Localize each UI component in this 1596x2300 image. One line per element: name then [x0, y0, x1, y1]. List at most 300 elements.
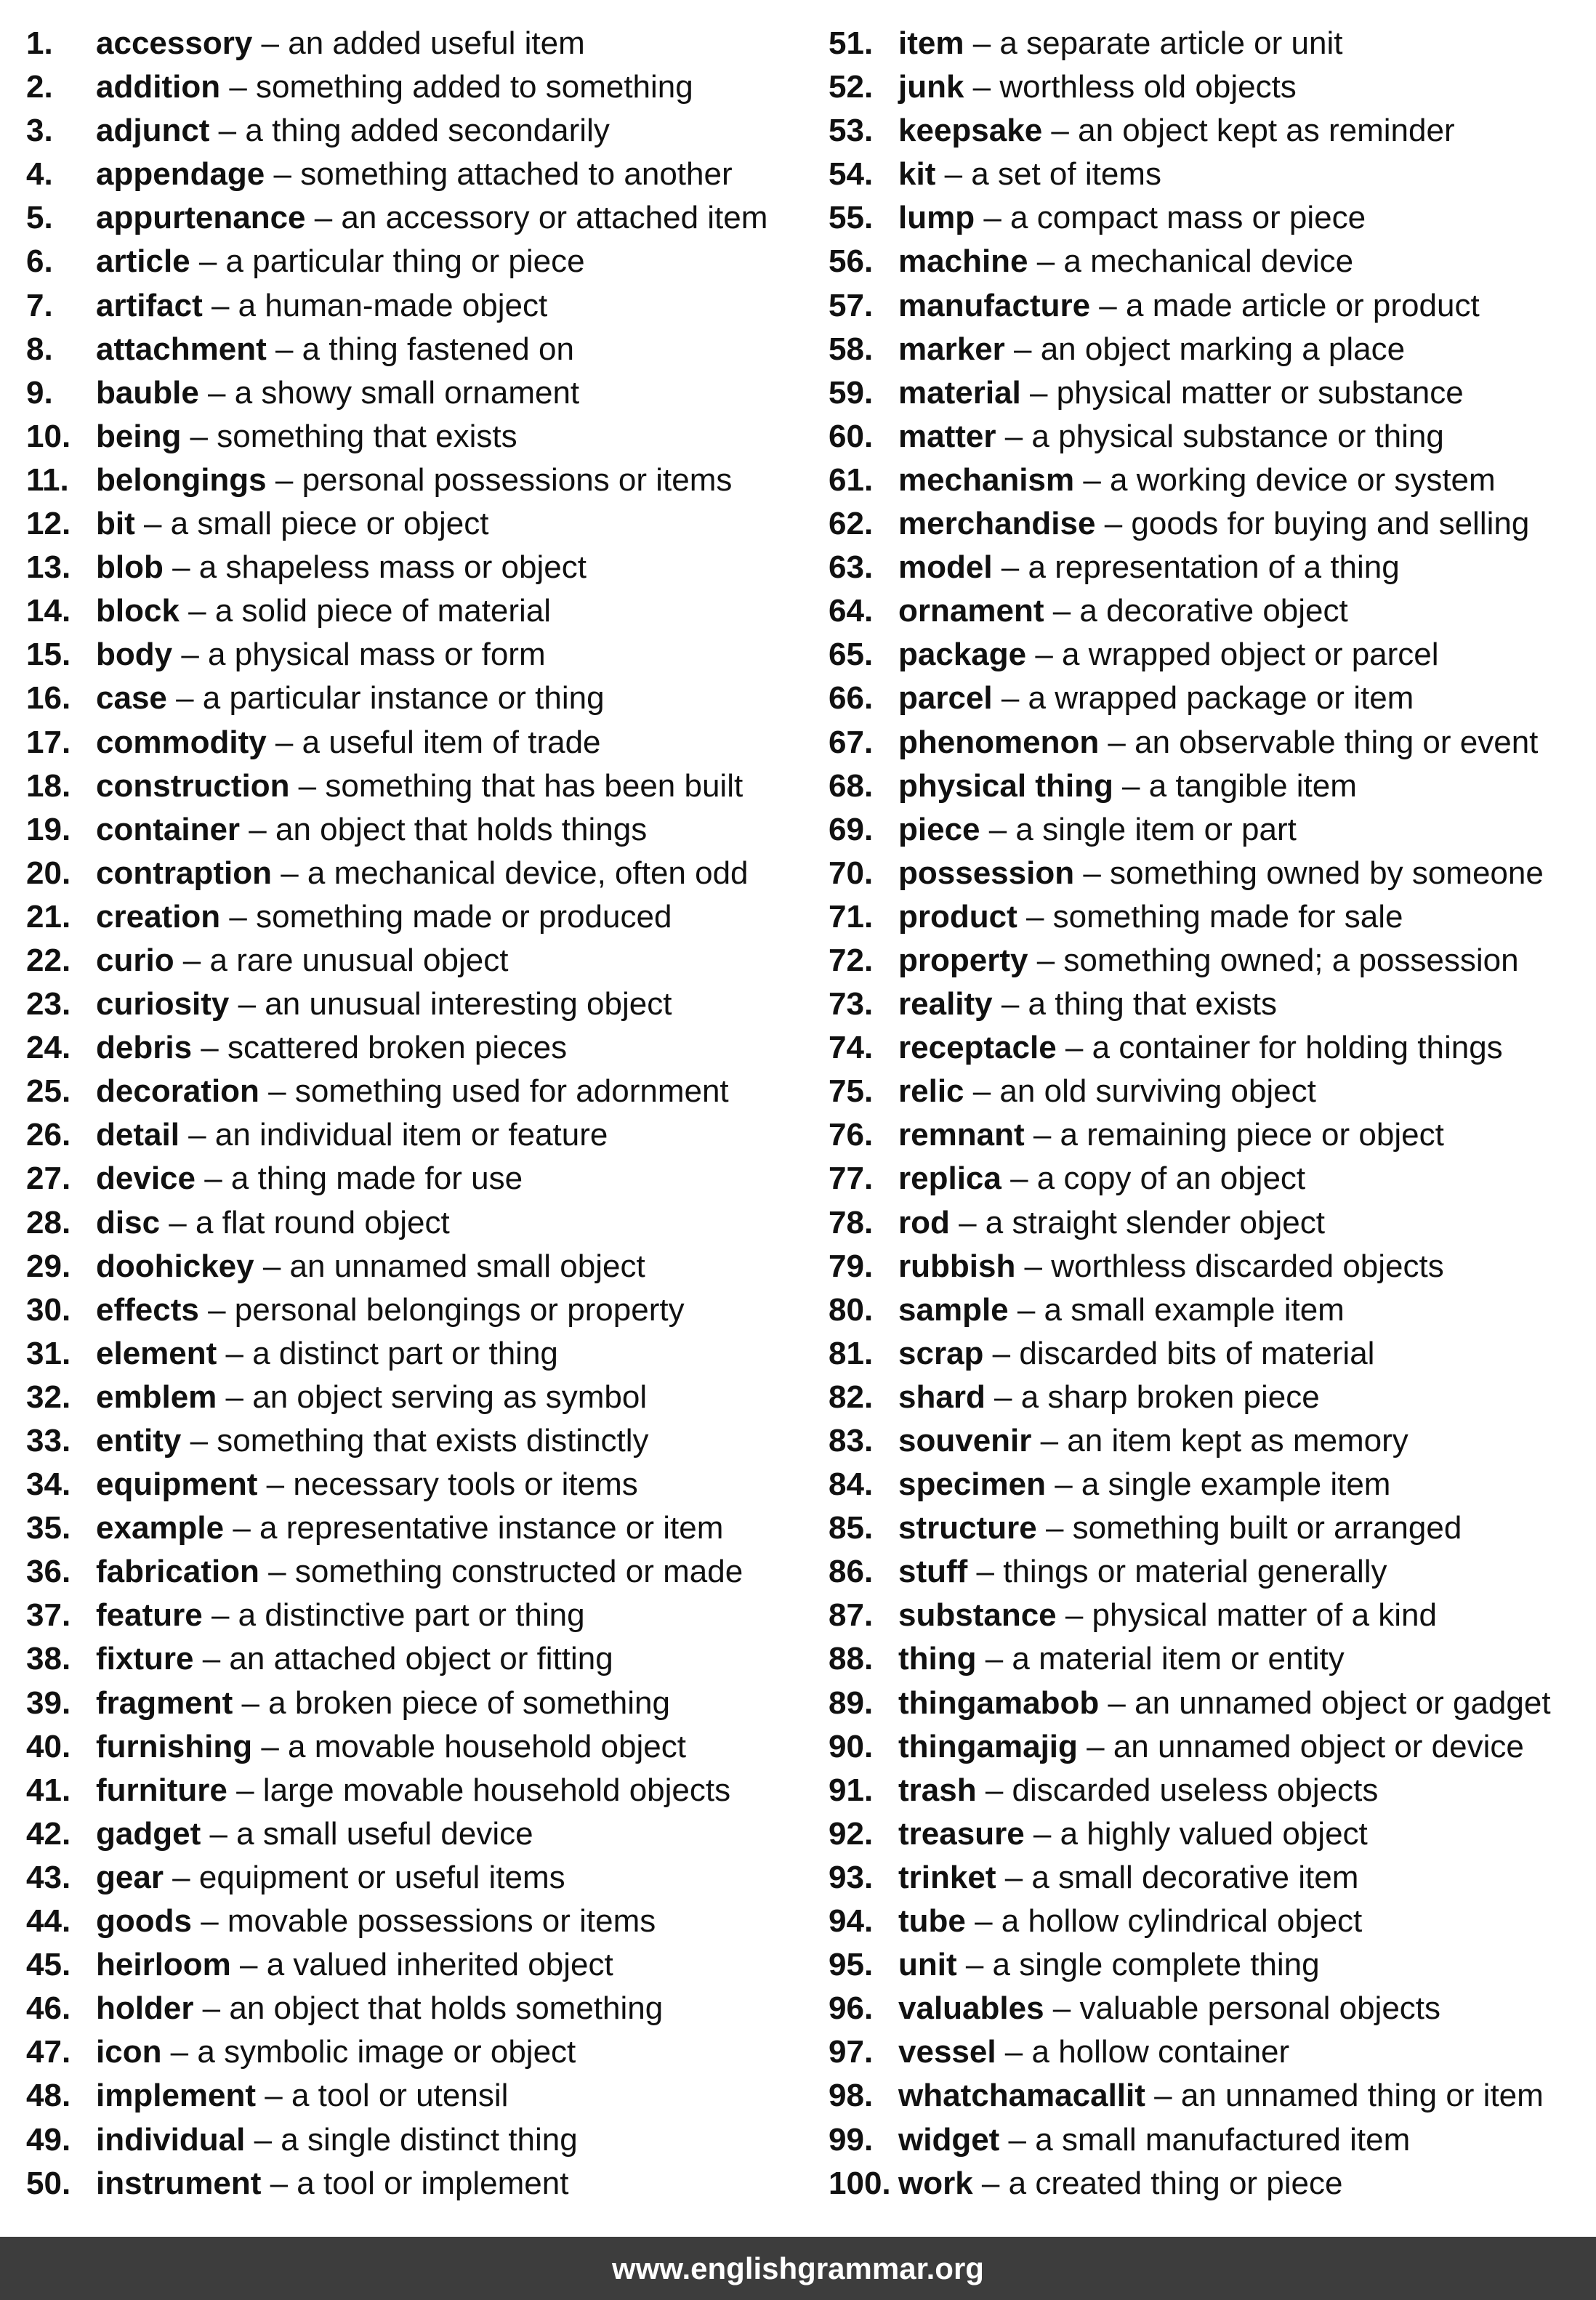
entry-definition: – large movable household objects — [227, 1772, 731, 1808]
list-item — [26, 1987, 811, 2030]
list-item — [829, 1550, 1596, 1594]
list-item — [829, 1725, 1596, 1769]
entry-number: 10. — [26, 418, 71, 454]
list-item — [26, 415, 811, 459]
entry-definition: – a thing added secondarily — [209, 113, 610, 149]
entry-definition: – a hollow container — [996, 2034, 1290, 2070]
list-item — [26, 1026, 811, 1070]
entry-number: 85. — [829, 1510, 874, 1546]
entry-definition: – a separate article or unit — [964, 25, 1343, 61]
list-item — [829, 502, 1596, 546]
entry-word: reality — [898, 986, 993, 1022]
entry-number: 49. — [26, 2121, 71, 2158]
entry-word: device — [96, 1161, 196, 1197]
entry-word: adjunct — [96, 113, 210, 149]
entry-definition: – a particular thing or piece — [190, 243, 585, 280]
entry-word: thingamajig — [898, 1728, 1078, 1764]
entry-word: trinket — [898, 1859, 996, 1895]
entry-definition: – a wrapped object or parcel — [1026, 637, 1439, 673]
list-item — [829, 589, 1596, 633]
entry-definition: – movable possessions or items — [191, 1903, 656, 1940]
entry-definition: – a tool or utensil — [256, 2078, 509, 2114]
entry-word: work — [898, 2165, 973, 2201]
entry-word: vessel — [898, 2034, 996, 2070]
entry-definition: – an unnamed object or gadget — [1099, 1684, 1551, 1721]
entry-word: unit — [898, 1947, 957, 1983]
entry-word: belongings — [96, 461, 267, 498]
entry-word: curiosity — [96, 986, 230, 1022]
entry-number: 11. — [26, 461, 69, 498]
list-item — [26, 2074, 811, 2118]
entry-word: element — [96, 1335, 217, 1371]
entry-number: 68. — [829, 767, 874, 804]
entry-definition: – something built or arranged — [1036, 1510, 1462, 1546]
entry-definition: – a useful item of trade — [266, 724, 601, 760]
entry-definition: – a physical mass or form — [172, 637, 546, 673]
entry-word: example — [96, 1510, 225, 1546]
entry-definition: – a particular instance or thing — [166, 680, 605, 717]
entry-number: 20. — [26, 855, 71, 891]
entry-word: widget — [898, 2121, 1000, 2158]
entry-definition: – something attached to another — [265, 156, 733, 193]
entry-word: gadget — [96, 1815, 201, 1852]
entry-number: 77. — [829, 1161, 874, 1197]
entry-number: 13. — [26, 549, 71, 586]
list-item — [829, 22, 1596, 65]
entry-number: 56. — [829, 243, 874, 280]
entry-definition: – personal possessions or items — [266, 461, 733, 498]
entry-definition: – an item kept as memory — [1031, 1423, 1408, 1458]
entry-definition: – a created thing or piece — [972, 2165, 1343, 2201]
entry-word: furniture — [96, 1772, 227, 1808]
entry-number: 98. — [829, 2078, 874, 2114]
entry-number: 54. — [829, 156, 874, 193]
list-item — [26, 1070, 811, 1113]
entry-word: material — [898, 374, 1021, 411]
list-item — [829, 1812, 1596, 1856]
entry-word: manufacture — [898, 287, 1091, 323]
entry-word: feature — [96, 1597, 203, 1634]
entry-word: property — [898, 942, 1028, 978]
list-item — [26, 284, 811, 328]
entry-number: 7. — [26, 287, 53, 323]
entry-definition: – a tool or implement — [261, 2165, 569, 2201]
list-item — [829, 895, 1596, 939]
entry-number: 48. — [26, 2078, 71, 2114]
list-item — [829, 852, 1596, 895]
entry-word: replica — [898, 1161, 1001, 1197]
list-item — [26, 1332, 811, 1376]
entry-definition: – an object kept as reminder — [1042, 113, 1455, 149]
list-item — [26, 371, 811, 415]
entry-definition: – an unusual interesting object — [229, 986, 672, 1022]
entry-word: doohickey — [96, 1248, 254, 1284]
list-item — [829, 1332, 1596, 1376]
entry-number: 62. — [829, 506, 874, 542]
entry-number: 4. — [26, 156, 53, 193]
entry-word: thingamabob — [898, 1684, 1100, 1721]
entry-number: 41. — [26, 1772, 71, 1808]
entry-definition: – a sharp broken piece — [985, 1379, 1320, 1415]
list-item — [26, 1376, 811, 1419]
entry-number: 79. — [829, 1248, 874, 1284]
entry-word: blob — [96, 549, 164, 586]
entry-definition: – a small useful device — [201, 1815, 533, 1852]
entry-definition: – something used for adornment — [259, 1073, 729, 1110]
entry-definition: – an old surviving object — [964, 1073, 1316, 1110]
list-item — [26, 328, 811, 371]
entry-definition: – personal belongings or property — [198, 1291, 685, 1328]
entry-number: 16. — [26, 680, 71, 717]
list-item — [829, 2162, 1596, 2206]
entry-word: relic — [898, 1073, 964, 1110]
list-item — [829, 1157, 1596, 1201]
entry-number: 99. — [829, 2121, 874, 2158]
entry-definition: – a single example item — [1045, 1466, 1391, 1503]
list-item — [26, 808, 811, 852]
entry-number: 75. — [829, 1073, 874, 1110]
entry-number: 35. — [26, 1510, 71, 1546]
entry-number: 34. — [26, 1466, 71, 1503]
entry-word: whatchamacallit — [898, 2078, 1145, 2114]
entry-word: block — [96, 593, 180, 629]
entry-word: individual — [96, 2121, 246, 2158]
entry-word: phenomenon — [898, 724, 1100, 760]
entry-word: physical thing — [898, 767, 1113, 804]
entry-definition: – a decorative object — [1044, 593, 1348, 629]
word-list-left-column — [26, 22, 811, 2206]
list-item — [26, 1113, 811, 1157]
list-item — [829, 1463, 1596, 1506]
list-item — [26, 65, 811, 109]
entry-number: 87. — [829, 1597, 874, 1634]
entry-definition: – something made or produced — [220, 898, 672, 935]
entry-word: stuff — [898, 1554, 968, 1590]
list-item — [829, 1070, 1596, 1113]
list-item — [26, 109, 811, 153]
entry-number: 90. — [829, 1728, 874, 1764]
entry-number: 81. — [829, 1335, 874, 1371]
entry-word: remnant — [898, 1117, 1025, 1153]
entry-number: 82. — [829, 1379, 874, 1415]
list-item — [26, 1288, 811, 1332]
entry-definition: – an unnamed thing or item — [1145, 2078, 1544, 2114]
entry-definition: – a showy small ornament — [198, 374, 580, 411]
list-item — [829, 240, 1596, 283]
entry-word: shard — [898, 1379, 986, 1415]
entry-number: 86. — [829, 1554, 874, 1590]
entry-number: 60. — [829, 418, 874, 454]
entry-number: 92. — [829, 1815, 874, 1852]
entry-number: 70. — [829, 855, 874, 891]
entry-word: bit — [96, 506, 135, 542]
entry-word: marker — [898, 331, 1005, 367]
entry-word: parcel — [898, 680, 993, 717]
entry-definition: – a mechanical device, often odd — [271, 855, 749, 891]
entry-number: 51. — [829, 25, 874, 61]
entry-definition: – a thing made for use — [195, 1161, 523, 1197]
entry-definition: – a hollow cylindrical object — [965, 1903, 1363, 1940]
entry-definition: – a wrapped package or item — [992, 680, 1414, 717]
entry-definition: – an accessory or attached item — [305, 200, 768, 236]
entry-definition: – a thing that exists — [992, 986, 1277, 1022]
list-item — [829, 546, 1596, 589]
entry-definition: – things or material generally — [967, 1554, 1387, 1590]
entry-word: item — [898, 25, 964, 61]
entry-word: gear — [96, 1859, 164, 1895]
entry-definition: – goods for buying and selling — [1095, 506, 1530, 542]
entry-definition: – a working device or system — [1074, 461, 1496, 498]
list-item — [26, 1594, 811, 1637]
entry-definition: – a representation of a thing — [992, 549, 1400, 586]
entry-definition: – a solid piece of material — [179, 593, 552, 629]
entry-word: addition — [96, 69, 221, 105]
entry-word: case — [96, 680, 167, 717]
list-item — [829, 1987, 1596, 2030]
list-item — [829, 459, 1596, 502]
entry-number: 83. — [829, 1423, 874, 1458]
entry-definition: – worthless old objects — [964, 69, 1297, 105]
list-item — [26, 1725, 811, 1769]
entry-word: body — [96, 637, 173, 673]
entry-number: 38. — [26, 1641, 71, 1677]
entry-number: 66. — [829, 680, 874, 717]
list-item — [829, 1769, 1596, 1812]
entry-number: 88. — [829, 1641, 874, 1677]
list-item — [26, 459, 811, 502]
list-item — [829, 2030, 1596, 2074]
entry-number: 27. — [26, 1161, 71, 1197]
entry-word: bauble — [96, 374, 199, 411]
entry-number: 9. — [26, 374, 53, 411]
entry-word: machine — [898, 243, 1028, 280]
entry-word: instrument — [96, 2165, 262, 2201]
entry-definition: – a set of items — [935, 156, 1161, 193]
entry-word: structure — [898, 1510, 1037, 1546]
list-item — [26, 764, 811, 808]
entry-word: curio — [96, 942, 174, 978]
entry-definition: – a highly valued object — [1024, 1815, 1368, 1852]
entry-number: 26. — [26, 1117, 71, 1153]
entry-definition: – a single complete thing — [956, 1947, 1320, 1983]
entry-word: rod — [898, 1204, 950, 1240]
list-item — [829, 1943, 1596, 1987]
entry-word: construction — [96, 767, 290, 804]
entry-word: matter — [898, 418, 996, 454]
entry-definition: – valuable personal objects — [1044, 1990, 1441, 2027]
entry-number: 2. — [26, 69, 53, 105]
list-item — [26, 1550, 811, 1594]
entry-word: possession — [898, 855, 1075, 891]
entry-number: 15. — [26, 637, 71, 673]
entry-definition: – an unnamed small object — [254, 1248, 645, 1284]
entry-number: 31. — [26, 1335, 71, 1371]
entry-number: 32. — [26, 1379, 71, 1415]
entry-number: 22. — [26, 942, 71, 978]
entry-word: appendage — [96, 156, 265, 193]
entry-definition: – something owned; a possession — [1028, 942, 1519, 978]
entry-definition: – a copy of an object — [1001, 1161, 1306, 1197]
entry-word: piece — [898, 811, 980, 847]
list-item — [26, 1900, 811, 1943]
entry-definition: – discarded useless objects — [976, 1772, 1379, 1808]
entry-definition: – a movable household object — [252, 1728, 686, 1764]
entry-number: 42. — [26, 1815, 71, 1852]
entry-definition: – an object serving as symbol — [217, 1379, 648, 1415]
list-item — [829, 1201, 1596, 1245]
entry-number: 46. — [26, 1990, 71, 2027]
list-item — [26, 22, 811, 65]
entry-word: attachment — [96, 331, 267, 367]
entry-number: 73. — [829, 986, 874, 1022]
entry-word: fixture — [96, 1641, 194, 1677]
entry-word: disc — [96, 1204, 161, 1240]
entry-number: 57. — [829, 287, 874, 323]
list-item — [26, 502, 811, 546]
list-item — [26, 1856, 811, 1900]
entry-number: 97. — [829, 2034, 874, 2070]
entry-number: 47. — [26, 2034, 71, 2070]
entry-definition: – a symbolic image or object — [161, 2034, 576, 2070]
word-list-right-column — [829, 22, 1596, 2206]
list-item — [829, 1113, 1596, 1157]
list-item — [26, 1769, 811, 1812]
entry-number: 64. — [829, 593, 874, 629]
list-item — [829, 982, 1596, 1026]
entry-word: emblem — [96, 1379, 217, 1415]
entry-number: 23. — [26, 986, 71, 1022]
entry-word: commodity — [96, 724, 267, 760]
entry-word: being — [96, 418, 182, 454]
entry-number: 76. — [829, 1117, 874, 1153]
entry-number: 39. — [26, 1684, 71, 1721]
list-item — [829, 808, 1596, 852]
list-item — [829, 1419, 1596, 1463]
list-item — [829, 196, 1596, 240]
entry-word: specimen — [898, 1466, 1046, 1503]
entry-number: 71. — [829, 898, 874, 935]
list-item — [26, 546, 811, 589]
entry-word: fragment — [96, 1684, 233, 1721]
entry-word: icon — [96, 2034, 162, 2070]
list-item — [26, 196, 811, 240]
entry-number: 91. — [829, 1772, 874, 1808]
entry-number: 29. — [26, 1248, 71, 1284]
entry-definition: – a physical substance or thing — [996, 418, 1444, 454]
entry-definition: – an added useful item — [252, 25, 585, 61]
entry-number: 43. — [26, 1859, 71, 1895]
entry-word: scrap — [898, 1335, 984, 1371]
list-item — [829, 153, 1596, 196]
list-item — [26, 1812, 811, 1856]
entry-word: ornament — [898, 593, 1044, 629]
entry-word: appurtenance — [96, 200, 306, 236]
entry-definition: – an attached object or fitting — [193, 1641, 613, 1677]
entry-definition: – something that exists distinctly — [181, 1423, 649, 1458]
entry-word: decoration — [96, 1073, 259, 1110]
entry-definition: – a thing fastened on — [266, 331, 574, 367]
entry-word: tube — [898, 1903, 966, 1940]
entry-number: 53. — [829, 113, 874, 149]
entry-definition: – a straight slender object — [949, 1204, 1325, 1240]
list-item — [829, 677, 1596, 720]
entry-definition: – a single item or part — [980, 811, 1297, 847]
entry-word: implement — [96, 2078, 257, 2114]
entry-definition: – a rare unusual object — [174, 942, 509, 978]
list-item — [26, 153, 811, 196]
entry-definition: – a mechanical device — [1028, 243, 1354, 280]
entry-word: holder — [96, 1990, 194, 2027]
entry-number: 3. — [26, 113, 53, 149]
entry-definition: – a small piece or object — [134, 506, 489, 542]
entry-word: contraption — [96, 855, 272, 891]
list-item — [26, 2118, 811, 2162]
entry-number: 52. — [829, 69, 874, 105]
entry-number: 33. — [26, 1423, 71, 1458]
footer-bar — [0, 2237, 1596, 2300]
entry-word: detail — [96, 1117, 180, 1153]
entry-word: mechanism — [898, 461, 1075, 498]
entry-definition: – a container for holding things — [1056, 1030, 1503, 1066]
entry-word: treasure — [898, 1815, 1025, 1852]
entry-word: junk — [898, 69, 964, 105]
entry-number: 59. — [829, 374, 874, 411]
entry-definition: – equipment or useful items — [163, 1859, 565, 1895]
list-item — [829, 415, 1596, 459]
entry-definition: – a broken piece of something — [233, 1684, 670, 1721]
list-item — [26, 1201, 811, 1245]
list-item — [26, 240, 811, 283]
entry-definition: – a tangible item — [1113, 767, 1357, 804]
entry-word: lump — [898, 200, 975, 236]
entry-definition: – a remaining piece or object — [1024, 1117, 1444, 1153]
list-item — [26, 721, 811, 764]
list-item — [26, 852, 811, 895]
list-item — [829, 1900, 1596, 1943]
list-item — [26, 982, 811, 1026]
entry-definition: – an object that holds things — [240, 811, 648, 847]
entry-word: substance — [898, 1597, 1057, 1634]
entry-definition: – an observable thing or event — [1099, 724, 1539, 760]
list-item — [829, 1026, 1596, 1070]
entry-number: 5. — [26, 200, 53, 236]
entry-word: model — [898, 549, 993, 586]
entry-definition: – an object marking a place — [1004, 331, 1406, 367]
list-item — [829, 633, 1596, 677]
entry-number: 72. — [829, 942, 874, 978]
entry-number: 55. — [829, 200, 874, 236]
entry-word: entity — [96, 1423, 182, 1458]
entry-word: artifact — [96, 287, 203, 323]
entry-number: 94. — [829, 1903, 874, 1940]
entry-definition: – a material item or entity — [976, 1641, 1345, 1677]
entry-number: 65. — [829, 637, 874, 673]
list-item — [26, 1682, 811, 1725]
list-item — [26, 895, 811, 939]
list-item — [26, 1245, 811, 1288]
list-item — [829, 1506, 1596, 1550]
entry-number: 93. — [829, 1859, 874, 1895]
list-item — [26, 2030, 811, 2074]
entry-word: trash — [898, 1772, 977, 1808]
entry-definition: – a compact mass or piece — [975, 200, 1366, 236]
entry-word: sample — [898, 1291, 1009, 1328]
entry-definition: – a shapeless mass or object — [163, 549, 587, 586]
list-item — [26, 589, 811, 633]
entry-number: 12. — [26, 506, 71, 542]
entry-definition: – a small manufactured item — [999, 2121, 1411, 2158]
footer-url: www.englishgrammar.org — [612, 2251, 984, 2285]
